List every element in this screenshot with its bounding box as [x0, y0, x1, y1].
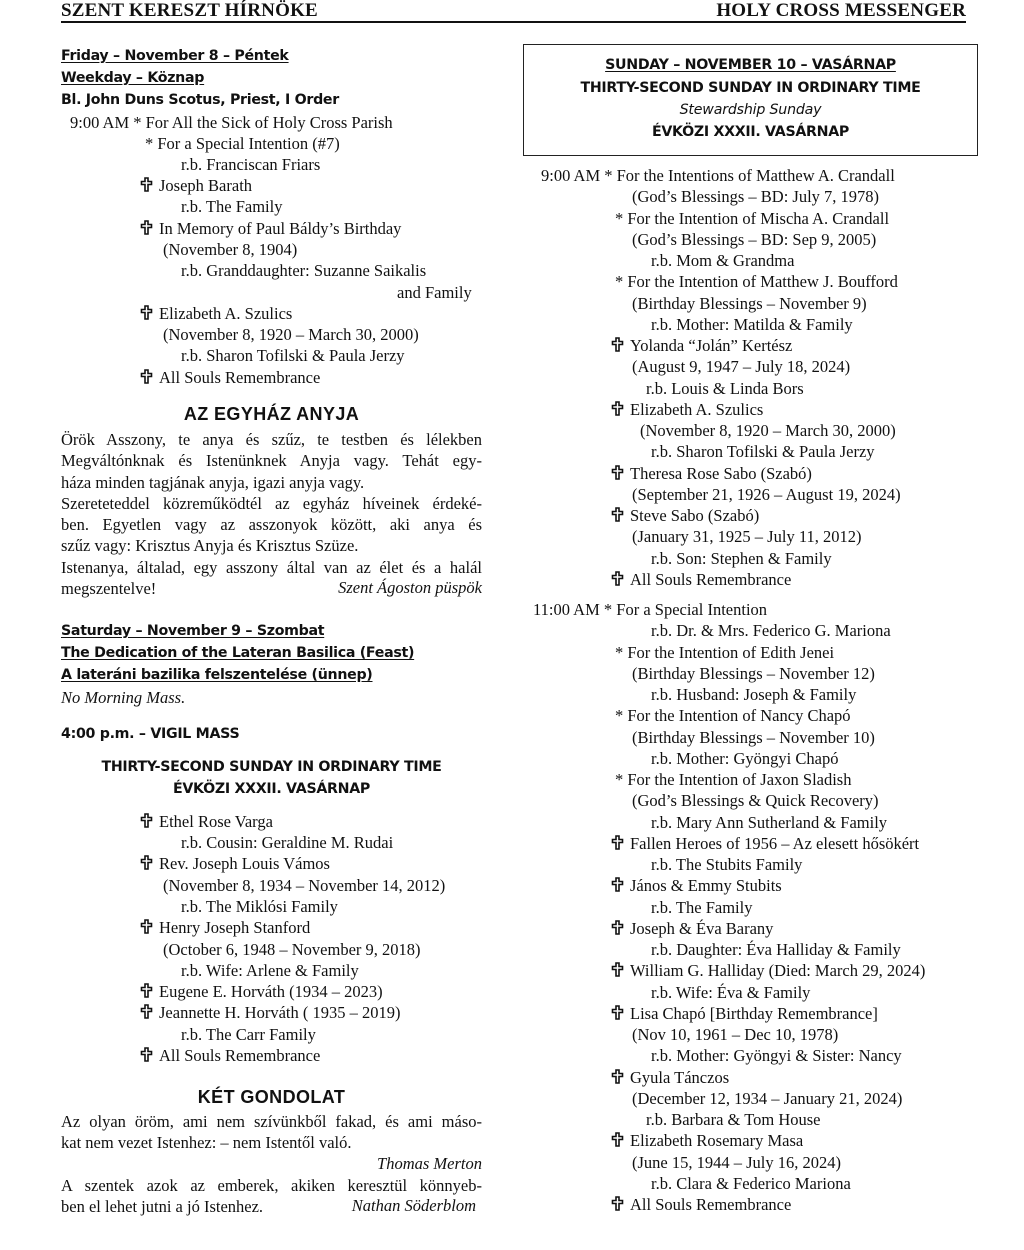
sunday-mass9-line: (God’s Blessings – BD: July 7, 1978) [632, 187, 880, 207]
sunday-mass9-line: (January 31, 1925 – July 11, 2012) [632, 527, 862, 547]
sunday-mass9-line [611, 463, 812, 485]
sunday-mass11-line: r.b. The Stubits Family [651, 855, 803, 874]
friday-line: * For a Special Intention (#7) [145, 134, 340, 153]
sunday-mass9-line: (November 8, 1920 – March 30, 2000) [640, 421, 896, 440]
vigil-sunday-title: THIRTY-SECOND SUNDAY IN ORDINARY TIME [101, 759, 442, 775]
sunday-mass11-line: (Birthday Blessings – November 12) [632, 663, 875, 683]
gondolat-author-2: Nathan Söderblom [351, 1196, 476, 1215]
saturday-memorial-item [140, 917, 310, 939]
memorial-name: Elizabeth A. Szulics [630, 399, 764, 419]
friday-line: (November 8, 1920 – March 30, 2000) [163, 325, 419, 344]
memorial-name: Steve Sabo (Szabó) [630, 506, 760, 525]
sunday-mass9-line: * For the Intention of Mischa A. Crandall [615, 208, 890, 228]
latin-cross-icon [140, 368, 154, 389]
sunday-header-box [523, 44, 978, 156]
friday-line: Joseph Barath [159, 176, 253, 195]
saturday-memorial-item [140, 1045, 320, 1067]
latin-cross-icon [611, 506, 625, 527]
sunday-mass9-line: r.b. Son: Stephen & Family [651, 548, 832, 568]
saturday-line: Ethel Rose Varga [159, 812, 273, 831]
sunday-mass9-line [611, 569, 791, 591]
latin-cross-icon [611, 961, 625, 982]
sunday-mass11-line: r.b. Clara & Federico Mariona [651, 1173, 851, 1193]
anyja-line: Örök Asszony, te anya és szűz, te testben és lélekben [61, 430, 482, 449]
latin-cross-icon [140, 1046, 154, 1067]
sunday-mass9-line: r.b. Mom & Grandma [651, 251, 795, 270]
anyja-line: szűz vagy: Krisztus Anyja és Krisztus Szüze. [61, 536, 359, 556]
sunday-mass11-line: (December 12, 1934 – January 21, 2024) [632, 1088, 903, 1108]
saturday-line: All Souls Remembrance [159, 1046, 321, 1065]
saturday-line: r.b. The Miklósi Family [181, 897, 338, 916]
latin-cross-icon [611, 919, 625, 940]
memorial-name: Theresa Rose Sabo (Szabó) [630, 463, 812, 483]
sunday-mass11-line: 11:00 AM * For a Special Intention [533, 600, 768, 619]
sunday-mass11-line: r.b. Wife: Éva & Family [651, 982, 811, 1002]
anyja-title: AZ EGYHÁZ ANYJA [183, 404, 360, 424]
friday-memorial-item [140, 218, 401, 240]
memorial-name: Elizabeth Rosemary Masa [630, 1131, 804, 1151]
header-left-title: SZENT KERESZT HÍRNÖKE [61, 0, 318, 21]
sunday-mass9-line: (August 9, 1947 – July 18, 2024) [632, 357, 851, 377]
friday-line: r.b. Franciscan Friars [181, 155, 321, 174]
friday-line: 9:00 AM * For All the Sick of Holy Cross Parish [70, 113, 393, 132]
saturday-feast-hu: A lateráni bazilika felszentelése (ünnep) [61, 667, 373, 683]
sunday-subtitle: Stewardship Sunday [679, 102, 822, 118]
saturday-note: No Morning Mass. [61, 688, 186, 707]
friday-memorial-item [140, 367, 320, 389]
sunday-mass11-line: r.b. Husband: Joseph & Family [651, 685, 857, 704]
latin-cross-icon [611, 1195, 625, 1216]
saturday-memorial-item [140, 981, 383, 1003]
sunday-mass9-line: r.b. Sharon Tofilski & Paula Jerzy [651, 442, 875, 462]
sunday-mass11-line: (June 15, 1944 – July 16, 2024) [632, 1152, 841, 1172]
sunday-mass11-line: r.b. Mother: Gyöngyi & Sister: Nancy [651, 1046, 902, 1066]
sunday-mass11-line [611, 1194, 791, 1216]
gondolat-line: kat nem vezet Istenhez: – nem Istentől való. [61, 1133, 352, 1153]
sunday-mass11-line: r.b. The Family [651, 897, 753, 917]
latin-cross-icon [140, 219, 154, 240]
sunday-mass11-line [611, 1003, 878, 1025]
latin-cross-icon [140, 854, 154, 875]
memorial-name: Fallen Heroes of 1956 – Az elesett hősökért [630, 833, 920, 853]
latin-cross-icon [140, 918, 154, 939]
anyja-line: megszentelve! [61, 579, 157, 599]
latin-cross-icon [611, 464, 625, 485]
memorial-name: János & Emmy Stubits [630, 876, 782, 896]
friday-line: All Souls Remembrance [159, 368, 321, 387]
saturday-line: Eugene E. Horváth (1934 – 2023) [159, 982, 383, 1001]
latin-cross-icon [611, 400, 625, 421]
friday-memorial-item [140, 303, 292, 325]
sunday-mass9-line: (God’s Blessings – BD: Sep 9, 2005) [632, 229, 877, 249]
memorial-name: Yolanda “Jolán” Kertész [630, 336, 793, 355]
friday-memorial-item [140, 175, 252, 197]
header-right-title: HOLY CROSS MESSENGER [716, 0, 966, 21]
sunday-mass11-line: (Nov 10, 1961 – Dec 10, 1978) [632, 1025, 839, 1044]
friday-line: (November 8, 1904) [163, 240, 298, 259]
saturday-heading: Saturday – November 9 – Szombat [61, 623, 325, 639]
sunday-mass9-line: r.b. Louis & Linda Bors [646, 378, 804, 398]
anyja-line: ben. Egyetlen vagy az asszonyok között, aki anya és [61, 515, 482, 535]
sunday-mass11-line: (God’s Blessings & Quick Recovery) [632, 791, 879, 811]
sunday-mass11-line: * For the Intention of Jaxon Sladish [615, 770, 852, 789]
friday-line: r.b. Granddaughter: Suzanne Saikalis [181, 261, 427, 280]
latin-cross-icon [611, 1131, 625, 1152]
saturday-line: (November 8, 1934 – November 14, 2012) [163, 876, 446, 895]
latin-cross-icon [140, 304, 154, 325]
anyja-line: Megváltónknak és Istenünknek Anyja vagy. Tehát egy- [61, 451, 482, 471]
saturday-line: r.b. Cousin: Geraldine M. Rudai [181, 833, 394, 852]
saturday-memorial-item [140, 1002, 400, 1024]
memorial-name: William G. Halliday (Died: March 29, 2024) [630, 961, 926, 981]
saturday-line: Henry Joseph Stanford [159, 918, 311, 937]
sunday-mass11-line: * For the Intention of Edith Jenei [615, 642, 835, 662]
gondolat-line: A szentek azok az emberek, akiken keresztül könnyeb- [61, 1176, 482, 1195]
sunday-mass11-line: * For the Intention of Nancy Chapó [615, 706, 851, 726]
sunday-mass9-line [611, 399, 763, 421]
latin-cross-icon [611, 570, 625, 591]
friday-line: Elizabeth A. Szulics [159, 304, 293, 323]
sunday-mass11-line: r.b. Mother: Gyöngyi Chapó [651, 748, 839, 768]
friday-saint: Bl. John Duns Scotus, Priest, I Order [61, 92, 339, 108]
latin-cross-icon [611, 834, 625, 855]
sunday-mass11-line: r.b. Daughter: Éva Halliday & Family [651, 940, 901, 959]
gondolat-quote-1 [61, 1111, 482, 1154]
anyja-line: Szereteteddel közreműködtél az egyház híveinek érdeké- [61, 493, 482, 513]
sunday-mass11-line [611, 918, 773, 940]
sunday-mass11-line [611, 960, 925, 982]
saturday-memorial-item [140, 811, 273, 833]
saturday-line: r.b. The Carr Family [181, 1025, 316, 1044]
sunday-mass11-line [611, 875, 782, 897]
saturday-memorial-item [140, 853, 330, 875]
sunday-title-hu: ÉVKÖZI XXXII. VASÁRNAP [651, 124, 850, 140]
gondolat-title: KÉT GONDOLAT [197, 1087, 346, 1107]
vigil-sunday-title-hu: ÉVKÖZI XXXII. VASÁRNAP [172, 781, 371, 797]
saturday-line: Jeannette H. Horváth ( 1935 – 2019) [159, 1003, 401, 1022]
sunday-mass11-line: r.b. Barbara & Tom House [646, 1110, 821, 1129]
sunday-mass11-line: r.b. Dr. & Mrs. Federico G. Mariona [651, 621, 891, 641]
saturday-line: (October 6, 1948 – November 9, 2018) [163, 940, 421, 959]
sunday-mass11-line: (Birthday Blessings – November 10) [632, 727, 875, 747]
sunday-mass11-line [611, 1067, 729, 1089]
anyja-line: háza minden tagjának anyja, igazi anyja vagy. [61, 472, 365, 492]
saturday-feast-en: The Dedication of the Lateran Basilica (Feast) [61, 645, 415, 661]
latin-cross-icon [611, 1068, 625, 1089]
latin-cross-icon [140, 812, 154, 833]
friday-subheading: Weekday – Köznap [61, 70, 205, 86]
sunday-mass9-line: (September 21, 1926 – August 19, 2024) [632, 484, 901, 504]
header-rule [61, 21, 966, 23]
memorial-name: All Souls Remembrance [630, 569, 792, 589]
friday-line: and Family [397, 283, 472, 302]
sunday-mass9-line [611, 505, 759, 527]
sunday-mass11-line [611, 1130, 803, 1152]
latin-cross-icon [140, 1003, 154, 1024]
gondolat-line: Az olyan öröm, ami nem szívünkből fakad, és ami máso- [61, 1112, 482, 1131]
sunday-mass9-line: r.b. Mother: Matilda & Family [651, 314, 853, 334]
sunday-mass9-line: * For the Intention of Matthew J. Boufford [615, 272, 898, 292]
memorial-name: Joseph & Éva Barany [630, 918, 774, 938]
friday-line: r.b. The Family [181, 197, 283, 216]
friday-line: In Memory of Paul Báldy’s Birthday [159, 219, 402, 238]
latin-cross-icon [611, 876, 625, 897]
anyja-author: Szent Ágoston püspök [338, 578, 482, 597]
memorial-name: Lisa Chapó [Birthday Remembrance] [630, 1003, 878, 1023]
vigil-mass-label: 4:00 p.m. – VIGIL MASS [61, 726, 240, 742]
latin-cross-icon [140, 176, 154, 197]
friday-heading: Friday – November 8 – Péntek [61, 48, 289, 64]
latin-cross-icon [611, 336, 625, 357]
anyja-line: Istenanya, általad, egy asszony által van az élet és a halál [61, 557, 482, 577]
gondolat-author-1: Thomas Merton [377, 1154, 482, 1173]
sunday-mass9-line [611, 335, 792, 357]
memorial-name: All Souls Remembrance [630, 1195, 792, 1214]
friday-line: r.b. Sharon Tofilski & Paula Jerzy [181, 346, 405, 365]
latin-cross-icon [140, 982, 154, 1003]
saturday-line: r.b. Wife: Arlene & Family [181, 961, 359, 980]
gondolat-line: ben el lehet jutni a jó Istenhez. [61, 1197, 264, 1217]
sunday-mass9-line: (Birthday Blessings – November 9) [632, 293, 867, 313]
memorial-name: Gyula Tánczos [630, 1067, 730, 1087]
saturday-line: Rev. Joseph Louis Vámos [159, 854, 330, 873]
sunday-mass9-line: 9:00 AM * For the Intentions of Matthew A. Crandall [541, 166, 895, 185]
sunday-mass11-line: r.b. Mary Ann Sutherland & Family [651, 812, 888, 832]
sunday-heading: SUNDAY – NOVEMBER 10 – VASÁRNAP [605, 57, 896, 73]
sunday-mass11-line [611, 833, 919, 855]
sunday-title: THIRTY-SECOND SUNDAY IN ORDINARY TIME [580, 80, 921, 96]
anyja-text [61, 429, 482, 599]
latin-cross-icon [611, 1004, 625, 1025]
